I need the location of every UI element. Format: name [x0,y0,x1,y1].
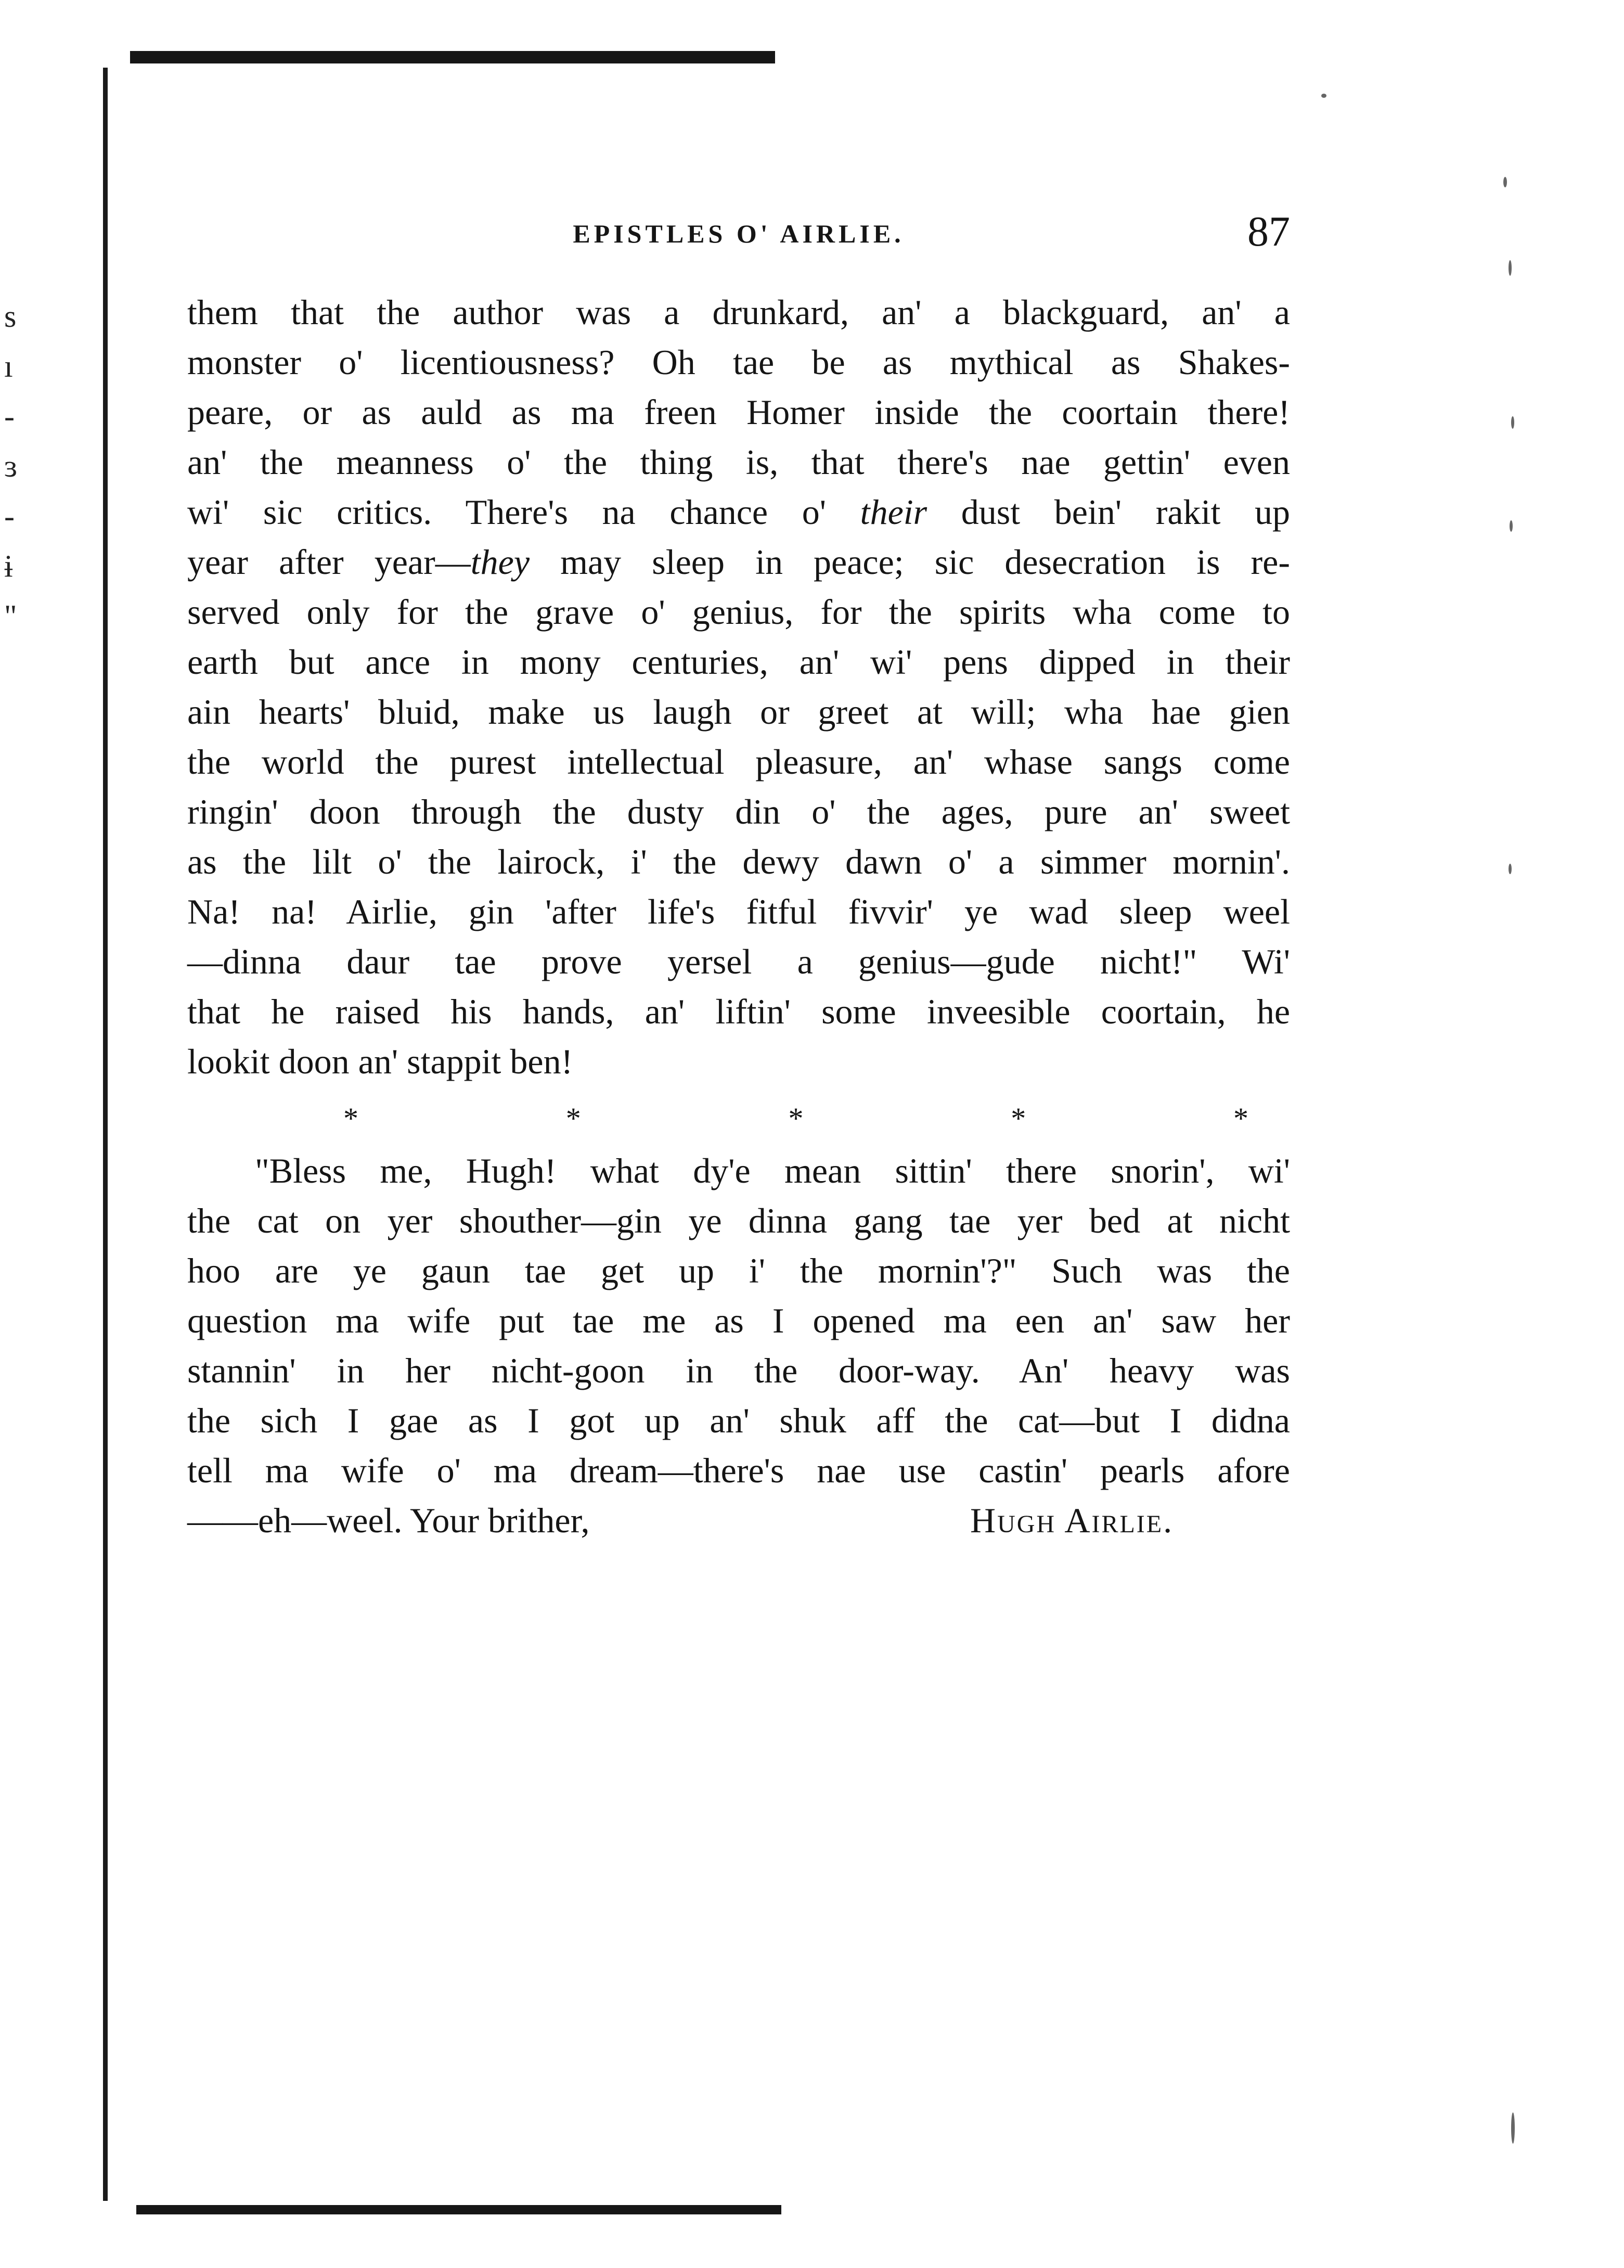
text-line: that he raised his hands, an' liftin' some inveesible coortain, he [187,992,1290,1031]
page-header [187,207,1290,259]
bottom-rule [136,2205,781,2214]
signoff-line [187,1495,1290,1545]
left-margin-marks [4,291,35,641]
speck [1321,94,1326,98]
text-run: may sleep in peace; sic desecration is re- [530,542,1291,582]
text-line: monster o' licentiousness? Oh tae be as mythical as Shakes- [187,342,1290,382]
paragraph-2 [187,1146,1290,1495]
text-line: the world the purest intellectual pleasure, an' whase sangs come [187,742,1290,781]
star: * [1011,1101,1026,1135]
text-line: as the lilt o' the lairock, i' the dewy dawn o' a simmer mornin'. [187,842,1290,881]
speck [1503,177,1507,187]
text-line: "Bless me, Hugh! what dy'e mean sittin' there snorin', wi' [255,1151,1290,1190]
text-line: the cat on yer shouther—gin ye dinna gang tae yer bed at nicht [187,1201,1290,1240]
text-line: question ma wife put tae me as I opened ma een an' saw her [187,1301,1290,1340]
text-line [187,487,1290,537]
margin-mark: ı [4,349,13,383]
signature: Hugh Airlie. [970,1501,1174,1540]
star: * [1233,1101,1248,1135]
signoff-left: ——eh—weel. Your brither, [187,1501,590,1540]
margin-mark: - [4,399,15,433]
star: * [788,1101,804,1135]
text-line: ringin' doon through the dusty din o' the ages, pure an' sweet [187,792,1290,831]
paragraph-1 [187,287,1290,1086]
speck [1510,520,1513,532]
margin-mark: - [4,499,15,533]
running-head: EPISTLES O' AIRLIE. [573,219,905,248]
margin-mark: " [4,599,17,633]
text-line: —dinna daur tae prove yersel a genius—gude nicht!" Wi' [187,942,1290,981]
text-line: lookit doon an' stappit ben! [187,1042,573,1081]
page-body [187,287,1290,1545]
speck [1509,864,1512,874]
top-rule [130,51,775,63]
speck [1509,260,1512,276]
speck [1511,416,1514,429]
text-line: stannin' in her nicht-goon in the door-way. An' heavy was [187,1351,1290,1390]
gutter-line [103,68,108,2201]
speck [1511,2112,1515,2144]
text-run: dust bein' rakit up [927,492,1290,532]
italic-word: they [470,542,530,582]
margin-mark: ɨ [4,549,13,583]
text-line: ain hearts' bluid, make us laugh or greet at will; wha hae gien [187,692,1290,732]
italic-word: their [860,492,927,532]
star: * [343,1101,358,1135]
text-line: the sich I gae as I got up an' shuk aff the cat—but I didna [187,1401,1290,1440]
text-line [187,537,1290,587]
text-run: wi' sic critics. There's na chance o' [187,492,860,532]
text-line: served only for the grave o' genius, for the spirits wha come to [187,592,1290,632]
margin-mark: s [4,299,17,334]
text-line: hoo are ye gaun tae get up i' the mornin'?" Such was the [187,1251,1290,1290]
text-line: peare, or as auld as ma freen Homer inside the coortain there! [187,392,1290,432]
star: * [565,1101,581,1135]
text-line: an' the meanness o' the thing is, that there's nae gettin' even [187,442,1290,482]
margin-mark: ɜ [4,449,18,483]
text-run: year after year— [187,542,471,582]
text-line: Na! na! Airlie, gin 'after life's fitful fivvir' ye wad sleep weel [187,892,1290,931]
text-line: earth but ance in mony centuries, an' wi' pens dipped in their [187,642,1290,682]
text-line: them that the author was a drunkard, an' a blackguard, an' a [187,292,1290,332]
page-number: 87 [1247,208,1290,255]
section-break [187,1094,1290,1144]
text-line: tell ma wife o' ma dream—there's nae use castin' pearls afore [187,1451,1290,1490]
